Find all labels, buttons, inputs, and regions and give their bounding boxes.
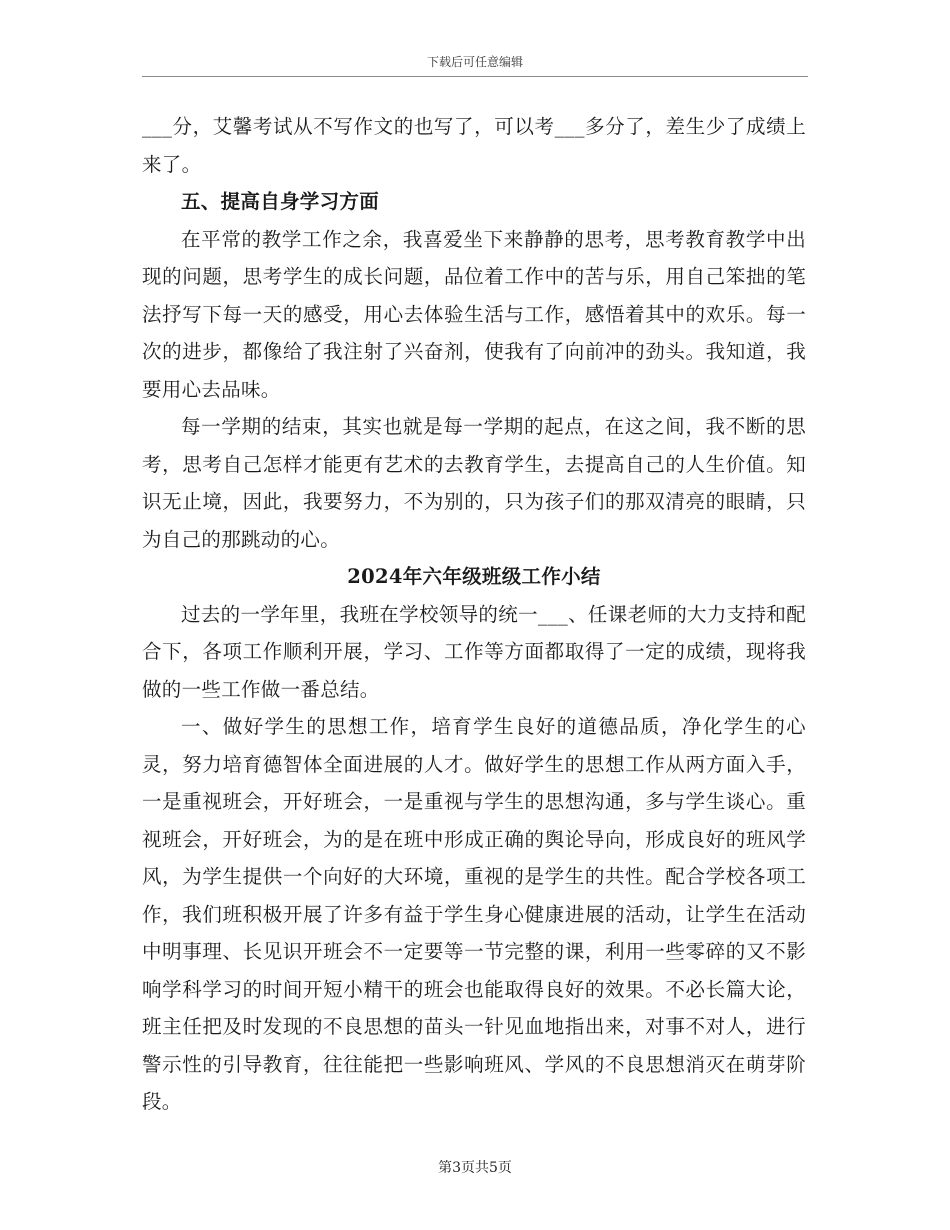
section-heading-5: 五、提高自身学习方面	[181, 190, 380, 213]
paragraph-intro: 过去的一学年里，我班在学校领导的统一___、任课老师的大力支持和配合下，各项工作顺利开展，学习、工作等方面都取得了一定的成绩，现将我做的一些工作做一番总结。	[142, 602, 806, 701]
paragraph-section-1: 一、做好学生的思想工作，培育学生良好的道德品质，净化学生的心灵，努力培育德智体全面进展的人才。做好学生的思想工作从两方面入手，一是重视班会，开好班会，一是重视与学生的思想沟通，多与学生谈心。重视班会，开好班会，为的是在班中形成正确的舆论导向，形成良好的班风学风，为学生提供一个向好的大环境，重视的是学生的共性。配合学校各项工作，我们班积极开展了许多有益于学生身心健康进展的活动，让学生在活动中明事理、长见识开班会不一定要等一节完整的课，利用一些零碎的又不影响学科学习的时间开短小精干的班会也能取得良好的效果。不必长篇大论，班主任把及时发现的不良思想的苗头一针见血地指出来，对事不对人，进行警示性的引导教育，往往能把一些影响班风、学风的不良思想消灭在萌芽阶段。	[142, 715, 806, 1113]
paragraph-self-study: 在平常的教学工作之余，我喜爱坐下来静静的思考，思考教育教学中出现的问题，思考学生的成长问题，品位着工作中的苦与乐，用自己笨拙的笔法抒写下每一天的感受，用心去体验生活与工作，感悟着其中的欢乐。每一次的进步，都像给了我注射了兴奋剂，使我有了向前冲的劲头。我知道，我要用心去品味。	[142, 227, 806, 401]
paragraph-semester-end: 每一学期的结束，其实也就是每一学期的起点，在这之间，我不断的思考，思考自己怎样才能更有艺术的去教育学生，去提高自己的人生价值。知识无止境，因此，我要努力，不为别的，只为孩子们的那双清亮的眼睛，只为自己的那跳动的心。	[142, 415, 806, 551]
page-number: 第3页共5页	[438, 1160, 512, 1176]
header-divider	[142, 76, 808, 77]
document-body	[142, 108, 806, 1121]
paragraph-continued: ___分，艾馨考试从不写作文的也写了，可以考___多分了，差生少了成绩上来了。	[142, 115, 806, 176]
document-title: 2024年六年级班级工作小结	[347, 565, 601, 588]
page-header-note: 下载后可任意编辑	[426, 55, 523, 69]
